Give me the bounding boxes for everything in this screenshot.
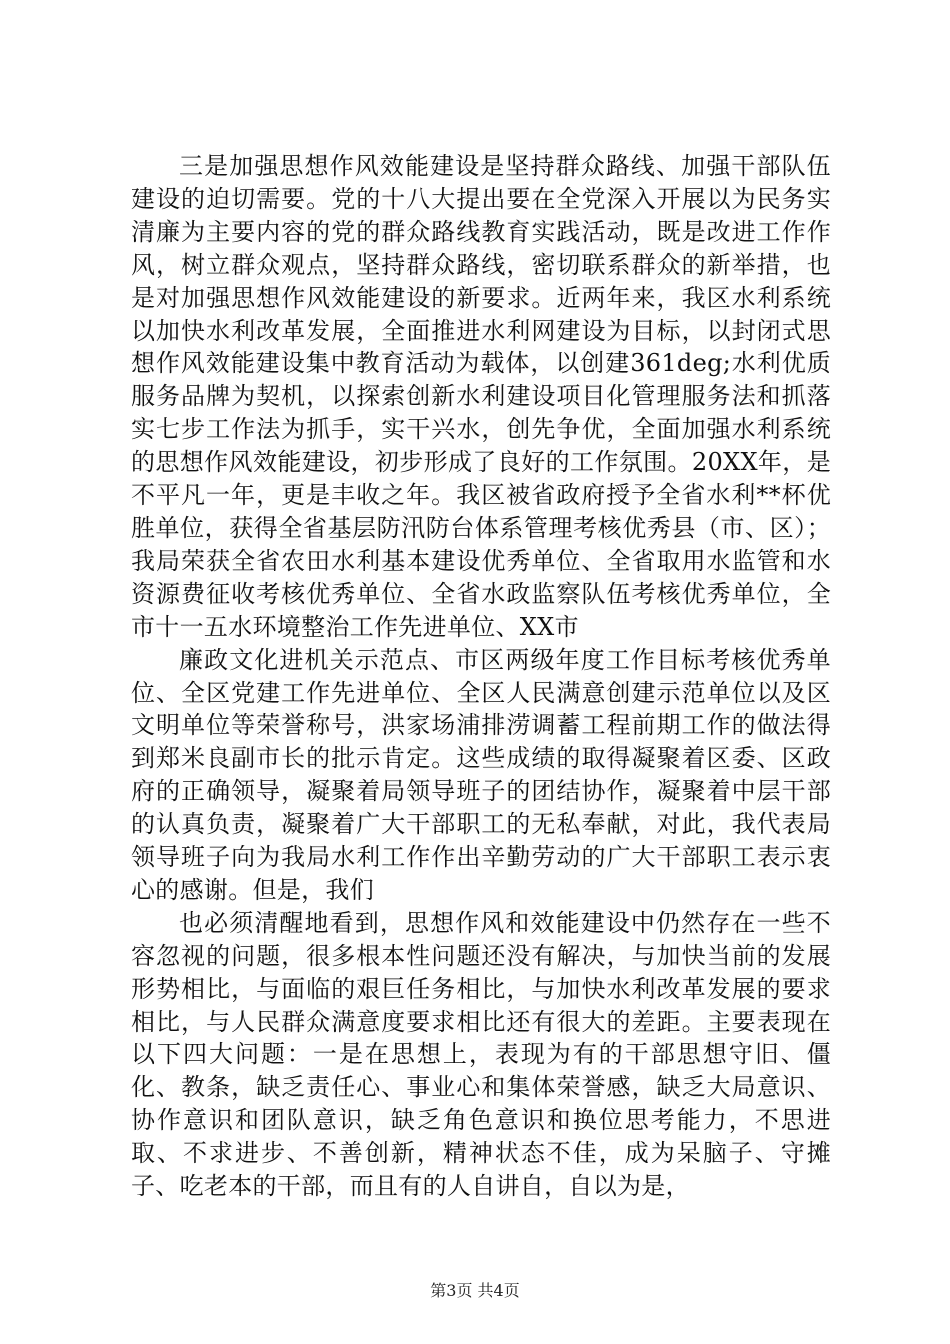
paragraph-3: 也必须清醒地看到，思想作风和效能建设中仍然存在一些不容忽视的问题，很多根本性问题还没有解决，与加快当前的发展形势相比，与面临的艰巨任务相比，与加快水利改革发展的要求相比，与人民群众满意度要求相比还有很大的差距。主要表现在以下四大问题：一是在思想上，表现为有的干部思想守旧、僵化、教条，缺乏责任心、事业心和集体荣誉感，缺乏大局意识、协作意识和团队意识，缺乏角色意识和换位思考能力，不思进取、不求进步、不善创新，精神状态不佳，成为呆脑子、守摊子、吃老本的干部，而且有的人自讲自，自以为是，	[131, 908, 831, 1201]
page-number-footer: 第3页 共4页	[430, 1281, 520, 1300]
document-body	[131, 150, 831, 1203]
paragraph-2: 廉政文化进机关示范点、市区两级年度工作目标考核优秀单位、全区党建工作先进单位、全区人民满意创建示范单位以及区文明单位等荣誉称号，洪家场浦排涝调蓄工程前期工作的做法得到郑米良副市长的批示肯定。这些成绩的取得凝聚着区委、区政府的正确领导，凝聚着局领导班子的团结协作，凝聚着中层干部的认真负责，凝聚着广大干部职工的无私奉献，对此，我代表局领导班子向为我局水利工作作出辛勤劳动的广大干部职工表示衷心的感谢。但是，我们	[131, 645, 831, 904]
paragraph-1: 三是加强思想作风效能建设是坚持群众路线、加强干部队伍建设的迫切需要。党的十八大提出要在全党深入开展以为民务实清廉为主要内容的党的群众路线教育实践活动，既是改进工作作风，树立群众观点，坚持群众路线，密切联系群众的新举措，也是对加强思想作风效能建设的新要求。近两年来，我区水利系统以加快水利改革发展，全面推进水利网建设为目标，以封闭式思想作风效能建设集中教育活动为载体，以创建361deg;水利优质服务品牌为契机，以探索创新水利建设项目化管理服务法和抓落实七步工作法为抓手，实干兴水，创先争优，全面加强水利系统的思想作风效能建设，初步形成了良好的工作氛围。20XX年，是不平凡一年，更是丰收之年。我区被省政府授予全省水利**杯优胜单位，获得全省基层防汛防台体系管理考核优秀县（市、区）；我局荣获全省农田水利基本建设优秀单位、全省取用水监管和水资源费征收考核优秀单位、全省水政监察队伍考核优秀单位，全市十一五水环境整治工作先进单位、XX市	[131, 152, 831, 641]
